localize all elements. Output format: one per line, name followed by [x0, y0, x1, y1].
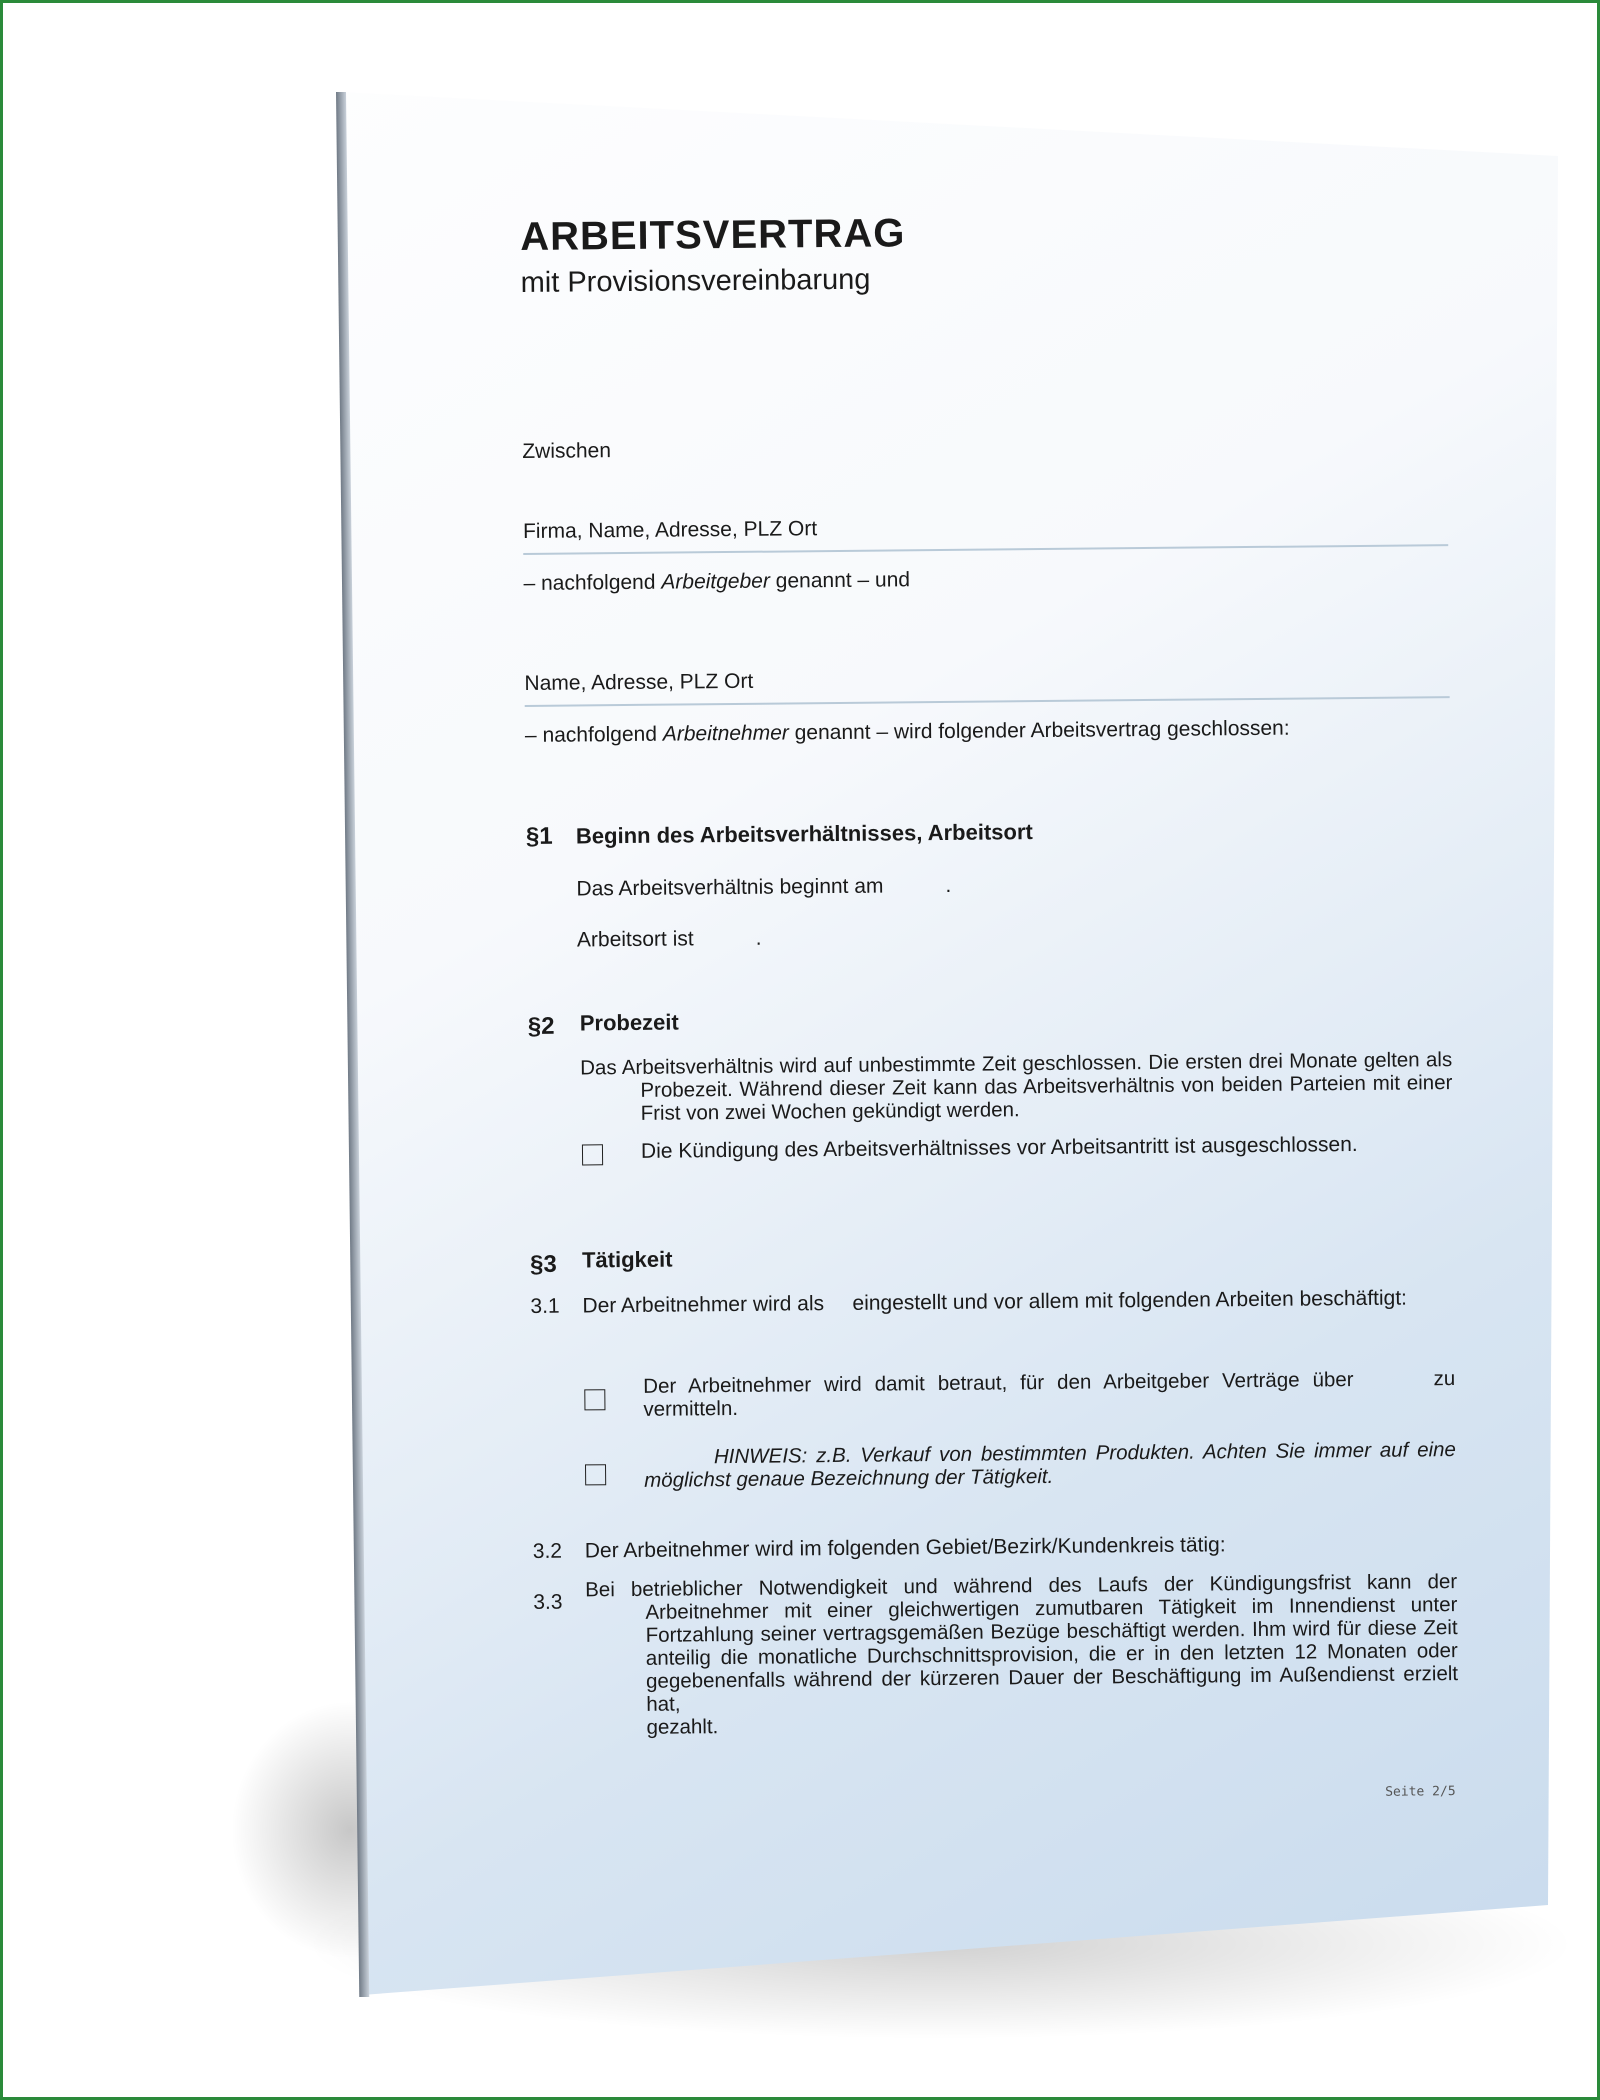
section-1-title: Beginn des Arbeitsverhältnisses, Arbeitsort — [575, 819, 1033, 849]
section-1-number: §1 — [525, 822, 553, 850]
employer-field: Firma, Name, Adresse, PLZ Ort — [522, 517, 818, 543]
hint-line-1: HINWEIS: z.B. Verkauf von bestimmten Produkten. Achten Sie immer auf eine — [713, 1438, 1457, 1469]
probation-line-2: Probezeit. Während dieser Zeit kann das Arbeitsverhältnis von beiden Parteien mit einer — [640, 1071, 1453, 1102]
mediation-option-text — [643, 1367, 1455, 1421]
workplace-label: Arbeitsort ist — [576, 927, 694, 952]
mediation-line-1b: zu — [1433, 1367, 1456, 1391]
clause-3-2-text: Der Arbeitnehmer wird im folgenden Gebiet/Bezirk/Kundenkreis tätig: — [584, 1533, 1226, 1563]
mediation-line-2: vermitteln. — [643, 1396, 739, 1421]
start-date-label: Das Arbeitsverhältnis beginnt am — [576, 874, 884, 901]
section-2-title: Probezeit — [579, 1009, 679, 1036]
page-number: Seite 2/5 — [1385, 1784, 1456, 1800]
clause-3-3-line-4: anteilig die monatliche Durchschnittsprovision, die er in den letzten 12 Monaten oder — [645, 1639, 1458, 1670]
clause-3-1-text-b: eingestellt und vor allem mit folgenden Arbeiten beschäftigt: — [852, 1286, 1408, 1315]
hint-checkbox[interactable] — [585, 1464, 606, 1485]
document-subtitle: mit Provisionsvereinbarung — [520, 263, 871, 299]
employee-role-pre: – nachfolgend — [524, 722, 663, 747]
hint-line-2: möglichst genaue Bezeichnung der Tätigkeit. — [644, 1464, 1054, 1492]
workplace-period: . — [755, 926, 762, 950]
clause-3-3-line-5: gegebenenfalls während der kürzeren Dauer der Beschäftigung im Außendienst erzielt hat, — [645, 1662, 1459, 1716]
probation-line-1: Das Arbeitsverhältnis wird auf unbestimmte Zeit geschlossen. Die ersten drei Monate gelten als — [580, 1048, 1453, 1080]
section-1-start-date — [576, 874, 951, 902]
employee-field: Name, Adresse, PLZ Ort — [524, 669, 754, 695]
employer-role-line — [523, 568, 910, 596]
clause-3-1-text-a: Der Arbeitnehmer wird als — [582, 1292, 825, 1318]
section-3-title: Tätigkeit — [581, 1246, 673, 1273]
clause-3-2-number: 3.2 — [532, 1539, 563, 1563]
clause-3-1-number: 3.1 — [530, 1294, 560, 1318]
document-title: ARBEITSVERTRAG — [520, 211, 906, 259]
section-2-number: §2 — [527, 1012, 555, 1040]
mediation-line-1a: Der Arbeitnehmer wird damit betraut, für den Arbeitgeber Verträge über — [643, 1368, 1354, 1398]
clause-3-3-paragraph — [585, 1570, 1459, 1739]
clause-3-3-number: 3.3 — [533, 1590, 563, 1614]
clause-3-3-line-6: gezahlt. — [646, 1715, 719, 1739]
employer-role-pre: – nachfolgend — [523, 570, 662, 595]
start-date-period: . — [945, 873, 952, 897]
hint-text — [644, 1438, 1456, 1492]
section-1-workplace — [577, 927, 762, 953]
zwischen-label: Zwischen — [522, 439, 612, 463]
clause-3-3-line-1: Bei betrieblicher Notwendigkeit und während des Laufs der Kündigungsfrist kann der — [585, 1570, 1458, 1602]
section-3-number: §3 — [529, 1250, 557, 1278]
section-2-paragraph — [580, 1048, 1453, 1125]
employee-role-post: genannt – wird folgender Arbeitsvertrag geschlossen: — [788, 716, 1290, 745]
mediation-checkbox[interactable] — [584, 1389, 605, 1410]
probation-line-3: Frist von zwei Wochen gekündigt werden. — [640, 1098, 1020, 1125]
employer-role-italic: Arbeitgeber — [661, 569, 771, 594]
termination-option-label: Die Kündigung des Arbeitsverhältnisses vor Arbeitsantritt ist ausgeschlossen. — [640, 1133, 1358, 1163]
employer-role-post: genannt – und — [769, 568, 911, 593]
employee-role-italic: Arbeitnehmer — [662, 721, 789, 746]
clause-3-3-line-2: Arbeitnehmer mit einer gleichwertigen zumutbaren Tätigkeit im Innendienst unter — [645, 1593, 1458, 1624]
termination-checkbox[interactable] — [582, 1144, 603, 1165]
clause-3-3-line-3: Fortzahlung seiner vertragsgemäßen Bezüge beschäftigt werden. Ihm wird für diese Zeit — [645, 1616, 1458, 1647]
